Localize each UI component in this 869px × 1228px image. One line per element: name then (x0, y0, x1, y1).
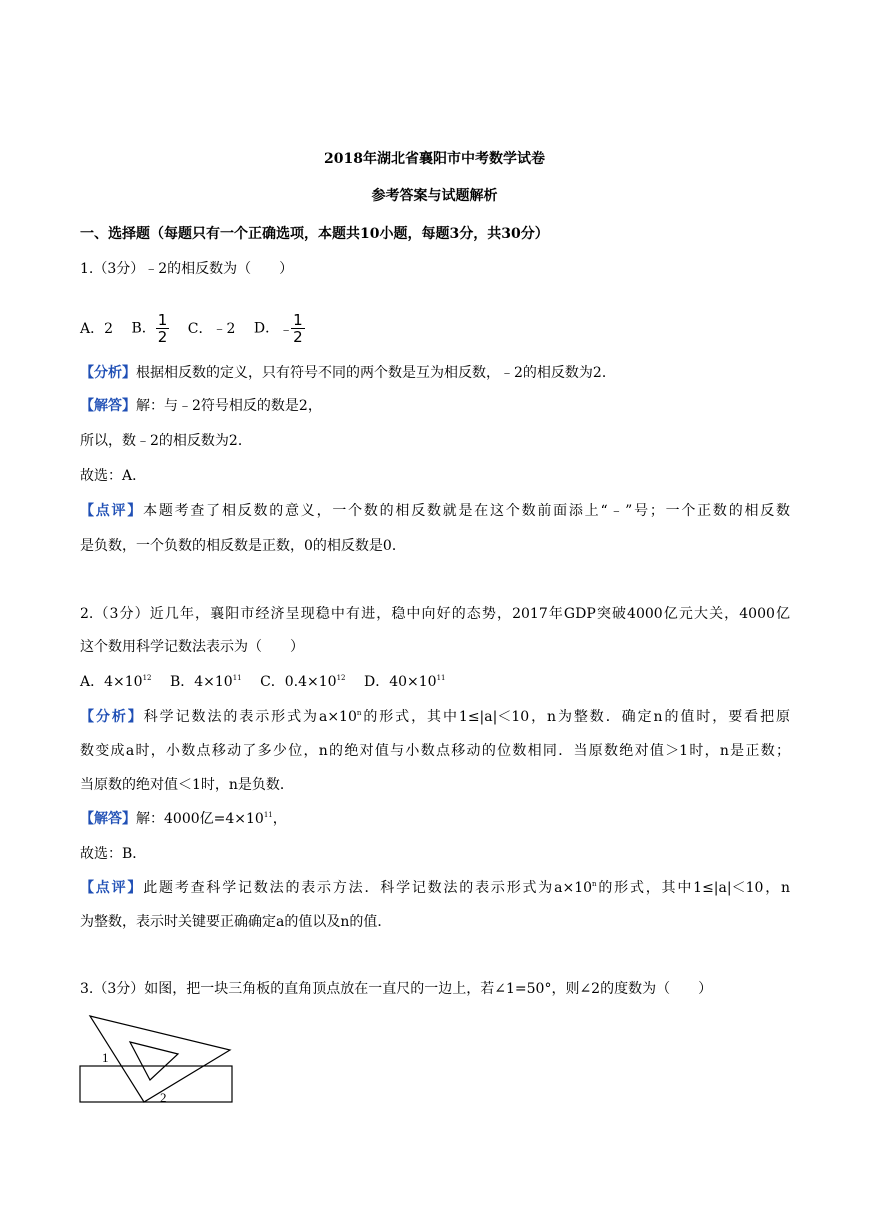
q1-option-b: B． $\frac{1}{2}$ (131, 311, 168, 346)
analysis-label: 【分析】 (80, 365, 136, 381)
q2-answer: 【解答】解：4000亿$=4\times 10^{11}$， (80, 811, 287, 827)
q2-stem-line2: 这个数用科学记数法表示为（ ） (80, 639, 304, 655)
angle-label-2: 2 (160, 1090, 167, 1105)
q2-comment-line2: 为整数，表示时关键要正确确定a的值以及n的值． (80, 914, 392, 930)
q2-analysis: 【分析】科学记数法的表示形式为$a\times 10^n$的形式，其中1≤|a|＜10，n为整数．确定n的值时，要看把原 (80, 709, 791, 725)
q1-analysis: 【分析】根据相反数的定义，只有符号不同的两个数是互为相反数，﹣2的相反数为2． (80, 365, 616, 381)
answer-label: 【解答】 (80, 398, 136, 414)
q1-option-a: A．2 (80, 320, 114, 337)
q2-stem: 2.（3分）近几年，襄阳市经济呈现稳中有进，稳中向好的态势，2017年GDP突破4000亿元大关，4000亿 (80, 606, 790, 622)
q2-option-d: D．$40\times 10^{11}$ (363, 674, 446, 690)
q1-answer-line2: 所以，数﹣2的相反数为2． (80, 433, 252, 449)
q2-analysis-line3: 当原数的绝对值＜1时，n是负数． (80, 777, 294, 793)
page-title: 2018年湖北省襄阳市中考数学试卷 (324, 151, 545, 167)
q1-comment-line2: 是负数，一个负数的相反数是正数，0的相反数是0． (80, 538, 406, 554)
analysis-label: 【分析】 (80, 709, 144, 725)
ruler-rectangle (80, 1066, 232, 1102)
q2-analysis-line2: 数变成a时，小数点移动了多少位，n的绝对值与小数点移动的位数相同．当原数绝对值＞1时，n是正数； (80, 743, 790, 759)
page-subtitle: 参考答案与试题解析 (371, 188, 498, 204)
section-heading: 一、选择题（每题只有一个正确选项，本题共10小题，每题3分，共30分） (80, 226, 549, 242)
comment-label: 【点评】 (80, 880, 144, 896)
q2-option-b: B．$4\times 10^{11}$ (169, 674, 242, 690)
q2-option-c: C．$0.4\times 10^{12}$ (260, 674, 346, 690)
q2-comment: 【点评】此题考查科学记数法的表示方法．科学记数法的表示形式为$a\times 10^n$的形式，其中1≤|a|＜10，n (80, 880, 791, 896)
q1-option-d: D．﹣ $\frac{1}{2}$ (253, 311, 303, 346)
q3-stem: 3.（3分）如图，把一块三角板的直角顶点放在一直尺的一边上，若∠1=50°，则∠2的度数为（ ） (80, 981, 713, 997)
q1-option-c: C．﹣2 (187, 320, 236, 337)
q1-choice: 故选：A． (80, 468, 147, 484)
q2-choice: 故选：B． (80, 846, 147, 862)
answer-label: 【解答】 (80, 811, 136, 827)
triangle-ruler-figure (76, 1010, 236, 1110)
q2-options (80, 671, 459, 691)
q1-answer: 【解答】解：与﹣2符号相反的数是2， (80, 398, 322, 414)
set-square-inner (130, 1042, 178, 1080)
fraction-one-half: $\frac{1}{2}$ (293, 311, 303, 346)
q1-stem: 1.（3分）﹣2的相反数为（ ） (80, 261, 294, 277)
fraction-one-half: $\frac{1}{2}$ (157, 311, 168, 346)
q1-options (80, 312, 319, 345)
comment-label: 【点评】 (80, 503, 144, 519)
angle-label-1: 1 (102, 1050, 109, 1065)
q1-comment: 【点评】本题考查了相反数的意义，一个数的相反数就是在这个数前面添上“﹣”号；一个正数的相反数 (80, 503, 791, 519)
q2-option-a: A．$4\times 10^{12}$ (80, 674, 152, 690)
